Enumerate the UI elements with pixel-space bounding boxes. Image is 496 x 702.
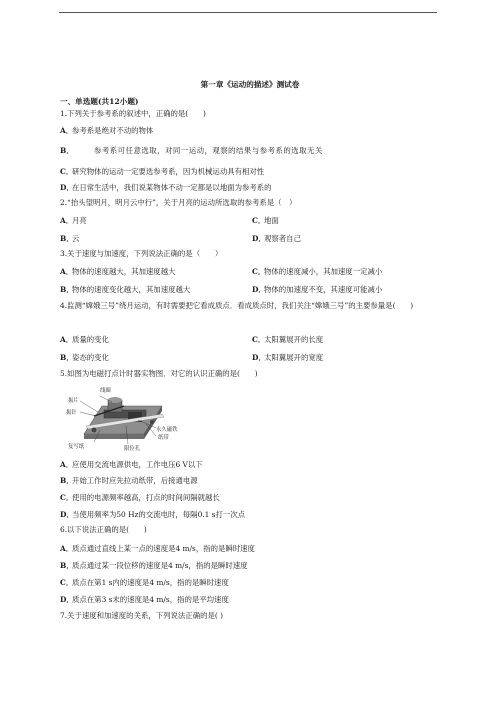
q4-option-b <box>60 352 109 363</box>
option-letter: C． <box>252 267 266 276</box>
section-heading: 一、单选题(共12小题) <box>60 97 139 106</box>
q6-option-a <box>60 543 255 554</box>
option-text: 地面 <box>264 216 279 225</box>
option-letter: C． <box>60 578 74 587</box>
option-text: 物体的速度变化越大，其加速度越大 <box>72 285 191 294</box>
electromagnetic-timer-illustration <box>66 382 216 456</box>
figure-label-carbon-paper: 复写纸 <box>68 444 85 450</box>
option-letter: A． <box>60 216 74 225</box>
option-text: 月亮 <box>72 216 87 225</box>
question-1-stem: 1.下列关于参考系的叙述中，正确的是( ) <box>60 109 206 118</box>
q3-option-b <box>60 284 190 295</box>
option-text: 质点通过某一段位移的速度是4 m/s，指的是瞬时速度 <box>72 561 248 570</box>
option-text: 参考系可任意选取，对同一运动，观察的结果与参考系的选取无关 <box>94 146 323 155</box>
option-text: 应使用交流电源供电，工作电压6 V以下 <box>72 460 203 469</box>
question-4-stem: 4.监测“嫦娥三号”绕月运动，有时需要把它看成质点．看成质点时，我们关注“嫦娥三号”的主要参量是( ) <box>60 301 414 310</box>
question-5-stem: 5.如图为电磁打点计时器实物图．对它的认识正确的是( ) <box>60 369 258 378</box>
q5-option-a <box>60 459 203 470</box>
option-text: 云 <box>72 234 80 243</box>
option-letter: D． <box>60 183 74 192</box>
q4-option-d <box>252 352 323 363</box>
option-text: 质点在第3 s末的速度是4 m/s，指的是平均速度 <box>72 595 229 604</box>
question-2-stem: 2.“抬头望明月，明月云中行”，关于月亮的运动所选取的参考系是（ ） <box>60 198 297 207</box>
option-text: 物体的加速度不变，其速度可能减小 <box>264 285 383 294</box>
q6-option-c <box>60 577 229 588</box>
option-text: 物体的速度越大，其加速度越大 <box>72 267 176 276</box>
q1-option-d <box>60 182 272 193</box>
q3-option-a <box>60 266 175 277</box>
figure-label-vibrating-needle: 振针 <box>66 410 77 416</box>
q5-option-c <box>60 492 220 503</box>
option-text: 当使用频率为50 Hz的交流电时，每隔0.1 s打一次点 <box>72 510 246 519</box>
q1-option-b <box>60 145 323 156</box>
q6-option-b <box>60 560 248 571</box>
figure-label-paper-tape: 纸带 <box>158 435 169 441</box>
q5-option-b <box>60 475 198 486</box>
question-7-stem: 7.关于速度和加速度的关系，下列说法正确的是( ) <box>60 611 223 620</box>
option-letter: D． <box>252 285 266 294</box>
option-letter: D． <box>60 510 74 519</box>
figure-label-coil: 线圈 <box>100 388 111 394</box>
option-text: 物体的速度减小，其加速度一定减小 <box>264 267 383 276</box>
option-text: 太阳翼展开的宽度 <box>264 353 324 362</box>
option-text: 参考系是绝对不动的物体 <box>72 126 154 135</box>
figure-label-permanent-magnet: 永久磁铁 <box>156 427 178 433</box>
option-letter: D． <box>252 234 266 243</box>
option-letter: A． <box>60 544 74 553</box>
option-letter: B． <box>60 561 74 570</box>
option-letter: B． <box>60 353 74 362</box>
option-letter: D． <box>252 353 266 362</box>
option-letter: A． <box>60 267 74 276</box>
header-rule <box>59 12 437 13</box>
option-text: 在日常生活中，我们说某物体不动一定都是以地面为参考系的 <box>72 183 272 192</box>
q2-option-c <box>252 215 279 226</box>
option-letter: B． <box>60 285 74 294</box>
option-letter: B． <box>60 146 74 155</box>
question-6-stem: 6.以下说法正确的是( ) <box>60 525 147 534</box>
figure-label-limit-hole: 限位孔 <box>124 446 141 452</box>
q1-option-c <box>60 166 264 177</box>
option-text: 质量的变化 <box>72 335 109 344</box>
option-letter: A． <box>60 460 74 469</box>
option-letter: C． <box>252 335 266 344</box>
q2-option-d <box>252 233 301 244</box>
option-letter: C． <box>60 167 74 176</box>
question-3-stem: 3.关于速度与加速度，下列说法正确的是（ ） <box>60 249 223 258</box>
q2-option-b <box>60 233 79 244</box>
q4-option-c <box>252 334 323 345</box>
q3-option-d <box>252 284 382 295</box>
option-letter: C． <box>252 216 266 225</box>
q2-option-a <box>60 215 87 226</box>
option-letter: B． <box>60 234 74 243</box>
option-letter: D． <box>60 595 74 604</box>
option-text: 使用的电源频率越高，打点的时间间隔就越长 <box>72 493 220 502</box>
q4-option-a <box>60 334 109 345</box>
option-text: 观察者自己 <box>264 234 301 243</box>
option-text: 质点通过直线上某一点的速度是4 m/s，指的是瞬时速度 <box>72 544 255 553</box>
option-text: 太阳翼展开的长度 <box>264 335 324 344</box>
q3-option-c <box>252 266 382 277</box>
timer-figure <box>66 382 216 456</box>
option-letter: A． <box>60 126 74 135</box>
option-letter: A． <box>60 335 74 344</box>
option-text: 质点在第1 s内的速度是4 m/s，指的是瞬时速度 <box>72 578 229 587</box>
q1-option-a <box>60 125 153 136</box>
option-letter: C． <box>60 493 74 502</box>
option-text: 开始工作时应先拉动纸带，后接通电源 <box>72 476 198 485</box>
option-text: 姿态的变化 <box>72 353 109 362</box>
page-title: 第一章《运动的描述》测试卷 <box>200 80 300 89</box>
q5-option-d <box>60 509 245 520</box>
option-letter: B． <box>60 476 74 485</box>
q6-option-d <box>60 594 229 605</box>
option-text: 研究物体的运动一定要选参考系，因为机械运动具有相对性 <box>72 167 265 176</box>
figure-label-vibrating-plate: 振片 <box>68 398 79 404</box>
